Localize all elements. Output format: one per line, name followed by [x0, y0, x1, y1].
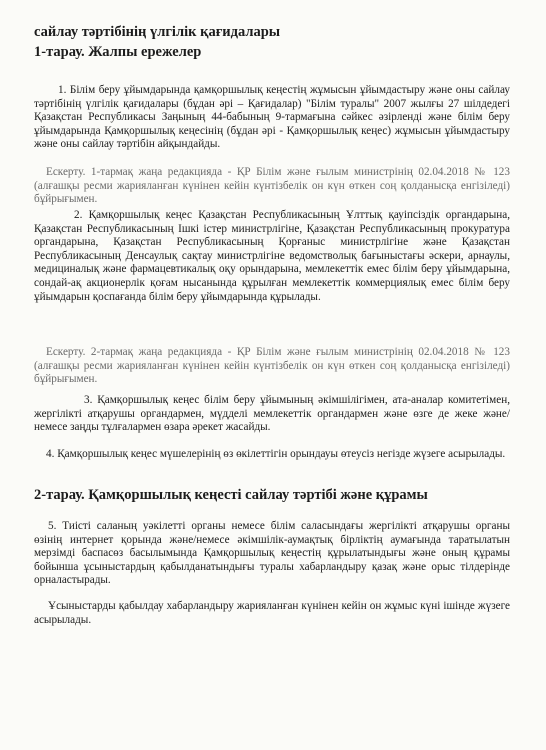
amendment-note-1: Ескерту. 1-тармақ жаңа редакцияда - ҚР Білім және ғылым министрінің 02.04.2018 № 123 (алғашқы ресми жарияланған күнінен кейін күнтізбелік он күн өткен соң қолданысқа енгізіледі) бұйрығымен. [34, 166, 510, 206]
amendment-note-2: Ескерту. 2-тармақ жаңа редакцияда - ҚР Білім және ғылым министрінің 02.04.2018 № 123 (алғашқы ресми жарияланған күнінен кейін күнтізбелік он күн өткен соң қолданысқа енгізіледі) бұйрығымен. [34, 346, 510, 386]
document-title: сайлау тәртібінің үлгілік қағидалары [34, 24, 281, 40]
paragraph-2: 2. Қамқоршылық кеңес Қазақстан Республикасының Ұлттық қауіпсіздік органдарына, Қазақстан Республикасының Ішкі істер министрлігіне, Қазақстан Республикасының прокуратура органдарына, Қазақстан Республикасының Қорғаныс министрлігіне және Қазақстан Республикасының Денсаулық сақтау министрлігіне ведомстволық бағыныстағы әскери, арнаулы, медициналық және фармацевтикалық оқу орындарына, мемлекеттік емес білім беру ұйымдарына, сондай-ақ акционерлік қоғам нысанында құрылған мемлекеттік коммерциялық емес білім беру ұйымдарын қоспағанда білім беру ұйымдарында құрылады. [34, 209, 510, 303]
paragraph-3: 3. Қамқоршылық кеңес білім беру ұйымының әкімшілігімен, ата-аналар комитетімен, жергілікті атқарушы органдармен, мүдделі мемлекеттік органдармен және өзге де жеке және/немесе заңды тұлғалармен өзара әрекет жасайды. [34, 394, 510, 434]
section-2-heading: 2-тарау. Қамқоршылық кеңесті сайлау тәртібі және құрамы [34, 487, 428, 503]
paragraph-5: 5. Тиісті саланың уәкілетті органы немесе білім саласындағы жергілікті атқарушы органы өзінің интернет қорында және/немесе әкімшілік-аумақтық бірліктің аумағында таратылатын мерзімді баспасөз басылымында Қамқоршылық кеңестің құрылатындығы және оның құрамы бойынша ұсыныстардың қабылданатындығы туралы хабарландыру қазақ және орыс тілдерінде орналастырады. [34, 520, 510, 587]
paragraph-1: 1. Білім беру ұйымдарында қамқоршылық кеңестің жұмысын ұйымдастыру және оны сайлау тәртібінің үлгілік қағидалары (бұдан әрі – Қағидалар) "Білім туралы" 2007 жылғы 27 шілдедегі Қазақстан Республикасы Заңының 44-бабының 9-тармағына сәйкес әзірленді және білім беру ұйымдарында Қамқоршылық кеңесінің (бұдан әрі - Қамқоршылық кеңес) жұмысын ұйымдастыру және оны сайлау тәртібін айқындайды. [34, 84, 510, 151]
paragraph-6: Ұсыныстарды қабылдау хабарландыру жарияланған күнінен кейін он жұмыс күні ішінде жүзеге асырылады. [34, 600, 510, 626]
section-1-heading: 1-тарау. Жалпы ережелер [34, 44, 202, 60]
paragraph-4: 4. Қамқоршылық кеңес мүшелерінің өз өкілеттігін орындауы өтеусіз негізде жүзеге асырылады. [46, 448, 506, 460]
